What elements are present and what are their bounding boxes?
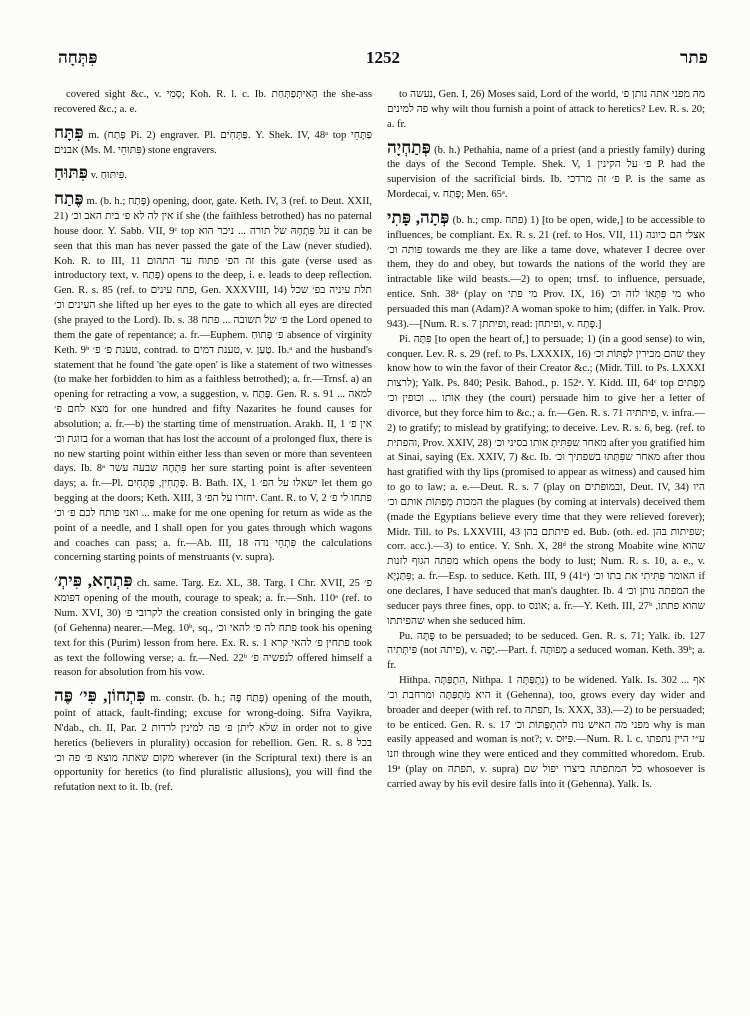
dictionary-entry xyxy=(54,163,372,184)
entry-text: Pu. פֻּתָּה to be persuaded; to be seduced. Gen. R. s. 71; Yalk. ib. 127 פִּיתְּתִיה (not פיתה), v. יָפָה.—Part. f. מְפוּתָּה a seduced woman. Keth. 39ᵇ; a. fr. xyxy=(387,630,705,672)
dictionary-entry xyxy=(387,137,705,203)
header-left-catchword: פִּתְּחָה xyxy=(58,48,98,67)
entry-text: ch. same. Targ. Ez. XL, 38. Targ. I Chr. XVII, 25 פ׳ דפומא opening of the mouth, courage to speak; a. fr.—Snh. 110ᵃ (ref. to Num. XVI, 30) לקרובי פ׳ the creation consisted only in bringing the gate (of Gehenna) nearer.—Meg. 10ᵇ, sq., פתח לה פ׳ להאי וכ׳ took his opening text for this (Purim) lesson from here. Ex. R. s. 1 פתחין פ׳ להאי קרא took as text the following verse; a. fr.—Ned. 22ᵇ לנפשיה פ׳ offered himself a reason for absolution from his vow. xyxy=(54,578,372,679)
dictionary-entry xyxy=(54,686,372,796)
entry-paragraph xyxy=(387,333,705,630)
entry-text: to נעשה, Gen. I, 26) Moses said, Lord of the world, מה מפני אתה נותן פ׳ פה למינים why wilt thou furnish a point of attack to heretics? Lev. R. s. 20; a. fr. xyxy=(387,89,705,130)
running-header xyxy=(58,48,708,70)
left-column xyxy=(54,88,372,994)
entry-text: covered sight &c., v. סְמִי; Koh. R. l. c. Ib. הָאִיתְפַּתְּחַת the she-ass recovered &c.; a. e. xyxy=(54,89,372,115)
header-right-catchword: פתר xyxy=(680,48,708,67)
entry-text: Hithpa. הִתְפַּתָּה, Nithpa. נִתְפַּתָּה 1) to be widened. Yalk. Is. 302 ... אף היא מִתְפַּתָּה ומרחבת וכ׳ it (Gehenna), too, grows every day wider and broader and deeper (with ref. to תפתה, Is. XXX, 33).—2) to be persuaded; to be enticed. Gen. R. s. 17 מפני מה האיש נוח להִתְפַּתּוֹת וכ׳ why is man easily appeased and woman is not?; v. פִּיּוּס.—Num. R. l. c. ע״י היין נתפתו וזנו through wine they were enticed and they committed whoredom. Erub. 19ᵃ (play on תפתה, v. supra) כל המתפתה ביצרו יפול שם whosoever is carried away by his evil desire falls into it (Gehenna). Yalk. Is. xyxy=(387,675,705,790)
entry-headword: פִּתְחוֹן, פִּי׳ פֶּה xyxy=(54,686,146,706)
right-column xyxy=(387,88,705,994)
entry-headword: פְּתָה, פָּתִי xyxy=(387,207,450,227)
entry-text: (b. h.; cmp. פתח) 1) [to be open, wide,] to be accessible to influences, be compliant. Ex. R. s. 21 (ref. to Hos. VII, 11) אצלי הם כיונה פותה וכ׳ towards me they are like a tame dove, whatever I decree over them, they do and obey, but towards the nations of the world they are intractable like wild beasts.—2) to open; trnsf. to influence, persuade, entice. Snh. 38ᵃ (play on מי פתי Prov. IX, 16) מי פִּתָּאוֹ לזה וכ׳ who persuaded this man (Adam)? A woman spoke to him; (differ. in Yalk. Prov. 943).—[Num. R. s. 7 ופיתתן, read: ופיתחן, v. פָּתַח.] xyxy=(387,214,705,330)
page-number: 1252 xyxy=(366,48,400,67)
entry-text: m. constr. (b. h.; פָּתַח פֶּה) opening of the mouth, point of attack, fault-finding; excuse for wrong-doing. Sifra Vayikra, N'dab., ch. II, Par. 2 שלא ליתן פ׳ פה למינין לרדות in order not to give heretics (believers in plurality) occasion for rebellion. Gen. R. s. 8 בכל מקום שאתה מוצא פ׳ פה וכ׳ wherever (in the Scriptural text) there is an opportunity for heretics (to find pluralistic allusions), you will find the refutation next to it. Ib. (ref. xyxy=(54,693,372,794)
entry-headword: פִּתּוּחַ xyxy=(54,163,89,183)
entry-text: v. פִּיתּוּחַ. xyxy=(90,170,128,182)
entry-headword: פֶּתַח xyxy=(54,189,84,209)
dictionary-entry xyxy=(54,122,372,159)
entry-paragraph xyxy=(387,674,705,793)
entry-headword: פִּתְחָא, פִּיתְ׳ xyxy=(54,571,133,591)
entry-text: Pi. פִּתָּה [to open the heart of,] to persuade; 1) (in a good sense) to win, conquer. Lev. R. s. 29 (ref. to Ps. LXXXIX, 16) שהם מכירין לפַתּוֹת וכ׳ they know how to win the favor of their Creator &c.; (Midr. Till. to Ps. LXXXI לרצות); Yalk. Ps. 840; Pesik. Bahod., p. 152ᵃ. Y. Kidd. III, 64ᶜ top מְפַתִּים אותו ... וכופין וכ׳ they (the court) persuade him to give her a letter of divorce, but they force him to &c.; a. fr.—Gen. R. s. 71 פיתתיה, v. infra.—2) to gratify; to mislead by gratifying; to deceive. Lev. R. s. 6, beg. (ref. to והפתית, Prov. XXIV, 28) מאחר שפִּתִּיתָ אותו בסיני וכ׳ after you gratified him at Sinai, saying (Ex. XXIV, 7) &c. Ib. מאחר שפִּתַּתּוּ בשפתיך וכ׳ after thou hast gratified with thy lips (promised to appear as witness) and caused him to go to law; a. e.—Deut. R. s. 7 (play on ובמופתים, Deut. IV, 34) היו המכות מְפַתּוֹת אותם וכ׳ the plagues (by coming at intervals) deceived them (made the Egyptians believe every time that they were relieved forever); Midr. Till. to Ps. LXXVIII, 43 פיתתם בהן ed. Bub. (oth. ed. שפיתות בהן; corr. acc.).—3) to entice. Y. Snh. X, 28ᵈ the strong Moabite wine שהוא מפתה הגוף לזנות which opens the body to lust; Num. R. s. 10, a. e., v. פִּתַּנְיָא; a. fr.—Esp. to seduce. Keth. III, 9 (41ᵃ) האומר פִּתִּיתִי את בתו וכ׳ if one declares, I have seduced that man's daughter. Ib. 4 המפתה נותן וכ׳ the seducer pays three fines, opp. to אונס; a. fr.—Y. Keth. III, 27ᵇ שהוא פתתו, שהפיתתו when she seduced him. xyxy=(387,333,705,627)
entry-headword: פְּתַחְיָה xyxy=(387,137,431,157)
dictionary-entry xyxy=(387,207,705,333)
dictionary-entry xyxy=(54,189,372,566)
entry-text: m. (פָּתַח Pi. 2) engraver. Pl. פַּתָּחִים. Y. Shek. IV, 48ᵃ top פַּתָּחֵי אבנים (Ms. M. פִּתּוּחֵי) stone engravers. xyxy=(54,129,372,156)
entry-text: m. (b. h.; פָּתַח) opening, door, gate. Keth. IV, 3 (ref. to Deut. XXII, 21) אין לה לא פ׳ בית האב וכ׳ if she (the faithless betrothed) has no paternal house door. Y. Sabb. VII, 9ᶜ top על פִּתְחָהּ של תורה ... ניכר הוא it can be seen that this man has never passed the gate of the Law (never studied). Koh. R. to III, 11 זה הפ׳ פתוח עד התהום this gate (verse used as introductory text, v. פָּתַח) opens to the deep, i. e. leads to deep reflection. Gen. R. s. 85 (ref. to פתח עינים, Gen. XXXVIII, 14) תלת עיניה בפ׳ שכל העינים וכ׳ she lifted up her eyes to the gate to which all eyes are directed (she prayed to the Lord). Ib. s. 38 פ׳ של תשובה ... פתח the Lord opened to them the gate of repentance; a. fr.—Euphem. פ׳ פָּתוּחַ absence of virginity Keth. 9ᵇ טענת פ׳ פ׳, contrad. to טענת דמים, v. טָעַן. Ib.ᵃ and the husband's statement that he found 'the gate open' is like a statement of two witnesses (to make her forbidden to him as a faithless betrothed); a. fr.—Trnsf. a) an opening for retracting a vow, a suggestion, v. פָּתַח. Gen. R. s. 91 למאה ... מצא לחם פ׳ for one hundred and fifty Nazarites he found causes for absolution; a. fr.—b) the starting time of menstruation. Arakh. II, 1 אין פ׳ בזוגת וכ׳ for a woman that has lost the account of a prolonged flux, there is no new starting point within either less than seven or more than seventeen days. Ib. 8ᵃ פִּתְחָהּ שבעה עשר her sure starting point is after seventeen days; a. fr.—Pl. פְּתָחִין, פְּתָחִים. B. Bath. IX, 1 ישאלו על הפ׳ let them go begging at the doors; Keth. XIII, 3 יחזרו על הפ׳. Cant. R. to V, 2 פתחו לי פ׳ ... ואני פותח לכם פ׳ וכ׳ make for me one opening for return as wide as the point of a needle, and I shall open for you gates through which wagons and coaches can pass; a. fr.—Ab. III, 18 פִּתְחֵי נדה the calculations concerning starting points of menstruants (v. supra). xyxy=(54,196,372,564)
entry-headword: פִּתָּח xyxy=(54,122,84,142)
entry-paragraph xyxy=(54,88,372,118)
entry-paragraph xyxy=(387,630,705,675)
entry-paragraph xyxy=(387,88,705,133)
entry-text: (b. h.) Pethahia, name of a priest (and a priestly family) during the days of the Second Temple. Shek. V, 1 פ׳ על הקינין P. had the supervision of the sacrificial birds. Ib. פ׳ זה מרדכי P. is the same as Mordecai, v. פָּתַח; Men. 65ᵃ. xyxy=(387,144,705,201)
dictionary-entry xyxy=(54,571,372,681)
